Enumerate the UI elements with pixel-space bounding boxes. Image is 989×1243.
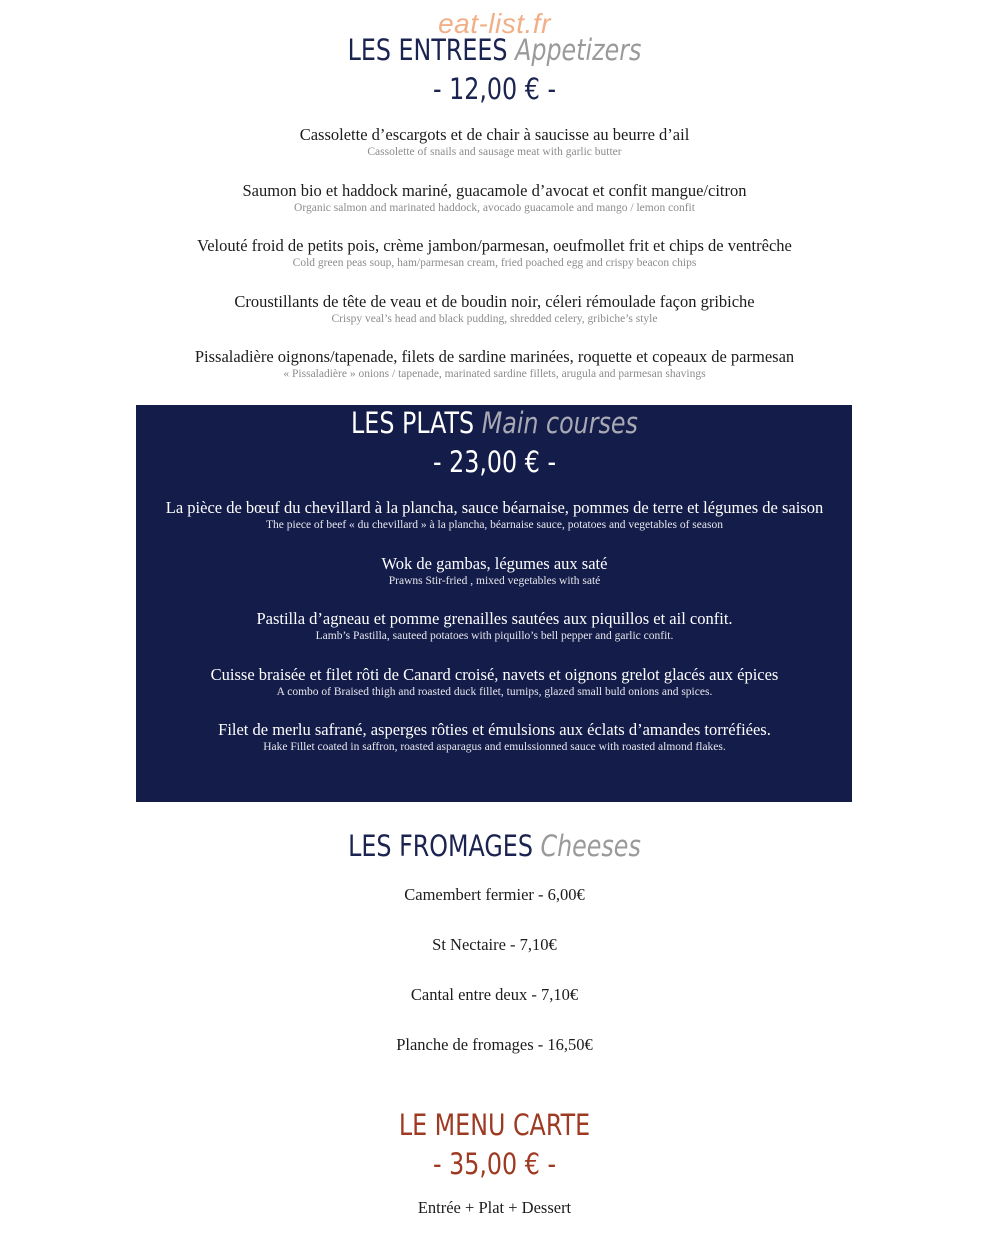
- dish-item: [0, 609, 989, 665]
- dish-name-fr: Velouté froid de petits pois, crème jambon/parmesan, oeufmollet frit et chips de ventrêche: [197, 236, 792, 255]
- plats-section: [0, 406, 989, 776]
- dish-name-en: Crispy veal’s head and black pudding, shredded celery, gribiche’s style: [331, 312, 658, 325]
- fromages-title-fr: LES FROMAGES: [348, 829, 533, 863]
- dish-name-en: Hake Fillet coated in saffron, roasted asparagus and emulssionned sauce with roasted almond flakes.: [263, 741, 726, 753]
- dish-name-en: Prawns Stir-fried , mixed vegetables with saté: [388, 574, 601, 587]
- cheese-item: St Nectaire - 7,10€: [432, 935, 557, 954]
- menu-carte-heading: [89, 1108, 900, 1142]
- plats-heading: [89, 406, 900, 440]
- dish-item: [0, 125, 989, 181]
- cheese-item: Planche de fromages - 16,50€: [396, 1035, 593, 1054]
- dish-name-fr: Saumon bio et haddock mariné, guacamole d’avocat et confit mangue/citron: [242, 180, 747, 200]
- cheese-item: Camembert fermier - 6,00€: [404, 885, 585, 904]
- plats-dish-list: [0, 498, 989, 776]
- dish-name-en: Cold green peas soup, ham/parmesan cream, fried poached egg and crispy beacon chips: [292, 257, 697, 269]
- dish-name-fr: Cuisse braisée et filet rôti de Canard croisé, navets et oignons grelot glacés aux épices: [210, 664, 779, 684]
- entrees-price: - 12,00 € -: [432, 72, 557, 106]
- fromages-section: [0, 829, 989, 1085]
- cheese-list: [0, 885, 989, 1085]
- dish-name-fr: Pissaladière oignons/tapenade, filets de sardine marinées, roquette et copeaux de parmesan: [194, 347, 795, 366]
- entrees-title-fr: LES ENTREES: [347, 33, 508, 67]
- plats-title-en: Main courses: [481, 406, 638, 440]
- dish-item: [0, 720, 989, 776]
- fromages-title-en: Cheeses: [540, 829, 641, 863]
- dish-name-fr: Pastilla d’agneau et pomme grenailles sautées aux piquillos et ail confit.: [256, 609, 733, 628]
- dish-name-en: A combo of Braised thigh and roasted duck fillet, turnips, glazed small buld onions and spices.: [276, 685, 713, 698]
- menu-carte-title: LE MENU CARTE: [398, 1108, 591, 1142]
- entrees-section: [0, 33, 989, 403]
- dish-name-fr: Wok de gambas, légumes aux saté: [381, 553, 608, 573]
- cheese-item: Cantal entre deux - 7,10€: [410, 985, 579, 1004]
- dish-name-en: Cassolette of snails and sausage meat with garlic butter: [367, 146, 622, 158]
- dish-name-fr: Cassolette d’escargots et de chair à saucisse au beurre d’ail: [299, 125, 690, 144]
- plats-price: - 23,00 € -: [432, 445, 557, 479]
- menu-carte-section: [0, 1108, 989, 1218]
- dish-item: [0, 292, 989, 348]
- menu-carte-price: - 35,00 € -: [432, 1147, 557, 1181]
- dish-name-en: The piece of beef « du chevillard » à la plancha, béarnaise sauce, potatoes and vegetables of season: [266, 519, 723, 531]
- dish-item: [0, 554, 989, 610]
- fromages-heading: [89, 829, 900, 863]
- dish-name-en: Lamb’s Pastilla, sauteed potatoes with piquillo’s bell pepper and garlic confit.: [315, 630, 674, 642]
- entrees-dish-list: [0, 125, 989, 403]
- dish-name-fr: Filet de merlu safrané, asperges rôties et émulsions aux éclats d’amandes torréfiées.: [218, 720, 771, 739]
- dish-item: [0, 181, 989, 237]
- watermark: eat-list.fr: [438, 8, 551, 39]
- entrees-title-en: Appetizers: [515, 33, 642, 67]
- dish-name-fr: La pièce de bœuf du chevillard à la plancha, sauce béarnaise, pommes de terre et légumes de saison: [165, 498, 824, 517]
- dish-name-en: Organic salmon and marinated haddock, avocado guacamole and mango / lemon confit: [294, 201, 695, 214]
- dish-item: [0, 347, 989, 403]
- dish-name-en: « Pissaladière » onions / tapenade, marinated sardine fillets, arugula and parmesan shavings: [283, 368, 706, 380]
- plats-title-fr: LES PLATS: [351, 406, 475, 440]
- dish-item: [0, 498, 989, 554]
- dish-name-fr: Croustillants de tête de veau et de boudin noir, céleri rémoulade façon gribiche: [234, 291, 755, 311]
- dish-item: [0, 236, 989, 292]
- menu-carte-description: Entrée + Plat + Dessert: [417, 1198, 572, 1217]
- dish-item: [0, 665, 989, 721]
